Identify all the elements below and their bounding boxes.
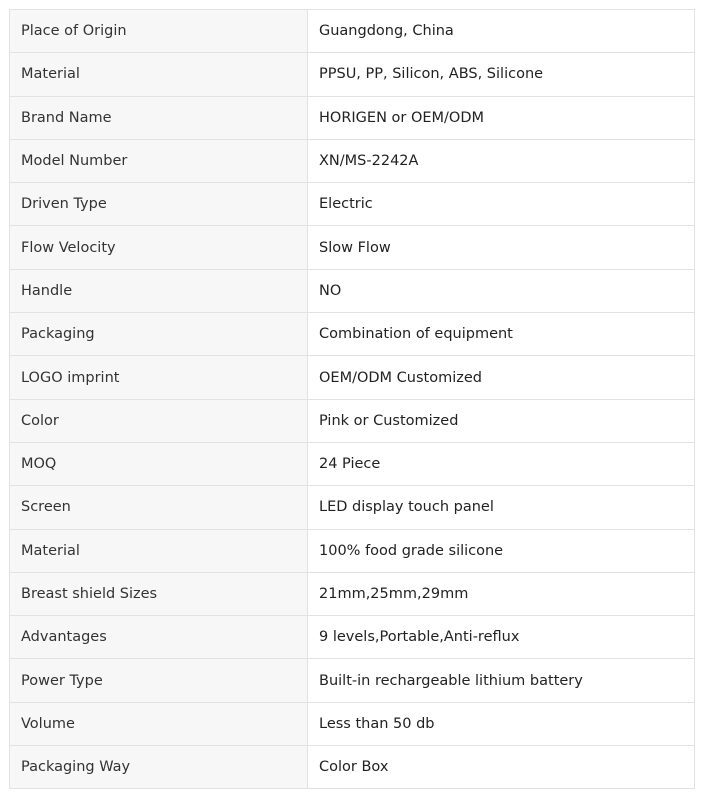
spec-value: 9 levels,Portable,Anti-reflux — [308, 616, 695, 659]
spec-value: LED display touch panel — [308, 486, 695, 529]
spec-key: Flow Velocity — [10, 226, 308, 269]
spec-value: Slow Flow — [308, 226, 695, 269]
table-row — [10, 139, 695, 182]
spec-value: 24 Piece — [308, 442, 695, 485]
table-row — [10, 702, 695, 745]
table-row — [10, 529, 695, 572]
spec-value: PPSU, PP, Silicon, ABS, Silicone — [308, 53, 695, 96]
spec-value: Guangdong, China — [308, 10, 695, 53]
spec-key: Packaging Way — [10, 746, 308, 789]
table-row — [10, 356, 695, 399]
spec-key: Model Number — [10, 139, 308, 182]
spec-key: Advantages — [10, 616, 308, 659]
spec-key: Handle — [10, 269, 308, 312]
spec-value: Combination of equipment — [308, 313, 695, 356]
spec-key: Color — [10, 399, 308, 442]
table-row — [10, 442, 695, 485]
spec-key: Packaging — [10, 313, 308, 356]
spec-key: Material — [10, 53, 308, 96]
table-row — [10, 10, 695, 53]
spec-value: NO — [308, 269, 695, 312]
table-row — [10, 659, 695, 702]
spec-key: Material — [10, 529, 308, 572]
spec-key: Volume — [10, 702, 308, 745]
table-row — [10, 96, 695, 139]
product-spec-table — [9, 9, 695, 789]
spec-value: OEM/ODM Customized — [308, 356, 695, 399]
spec-value: Less than 50 db — [308, 702, 695, 745]
spec-key: Power Type — [10, 659, 308, 702]
table-row — [10, 572, 695, 615]
table-row — [10, 486, 695, 529]
table-row — [10, 269, 695, 312]
table-row — [10, 399, 695, 442]
table-row — [10, 226, 695, 269]
spec-value: Color Box — [308, 746, 695, 789]
spec-key: Brand Name — [10, 96, 308, 139]
spec-value: HORIGEN or OEM/ODM — [308, 96, 695, 139]
spec-value: Built-in rechargeable lithium battery — [308, 659, 695, 702]
table-row — [10, 616, 695, 659]
spec-key: Driven Type — [10, 183, 308, 226]
spec-key: Place of Origin — [10, 10, 308, 53]
spec-key: Screen — [10, 486, 308, 529]
spec-key: LOGO imprint — [10, 356, 308, 399]
table-row — [10, 313, 695, 356]
spec-value: 100% food grade silicone — [308, 529, 695, 572]
table-row — [10, 53, 695, 96]
spec-key: MOQ — [10, 442, 308, 485]
table-row — [10, 183, 695, 226]
spec-value: 21mm,25mm,29mm — [308, 572, 695, 615]
spec-key: Breast shield Sizes — [10, 572, 308, 615]
spec-value: Pink or Customized — [308, 399, 695, 442]
table-row — [10, 746, 695, 789]
spec-value: Electric — [308, 183, 695, 226]
spec-value: XN/MS-2242A — [308, 139, 695, 182]
